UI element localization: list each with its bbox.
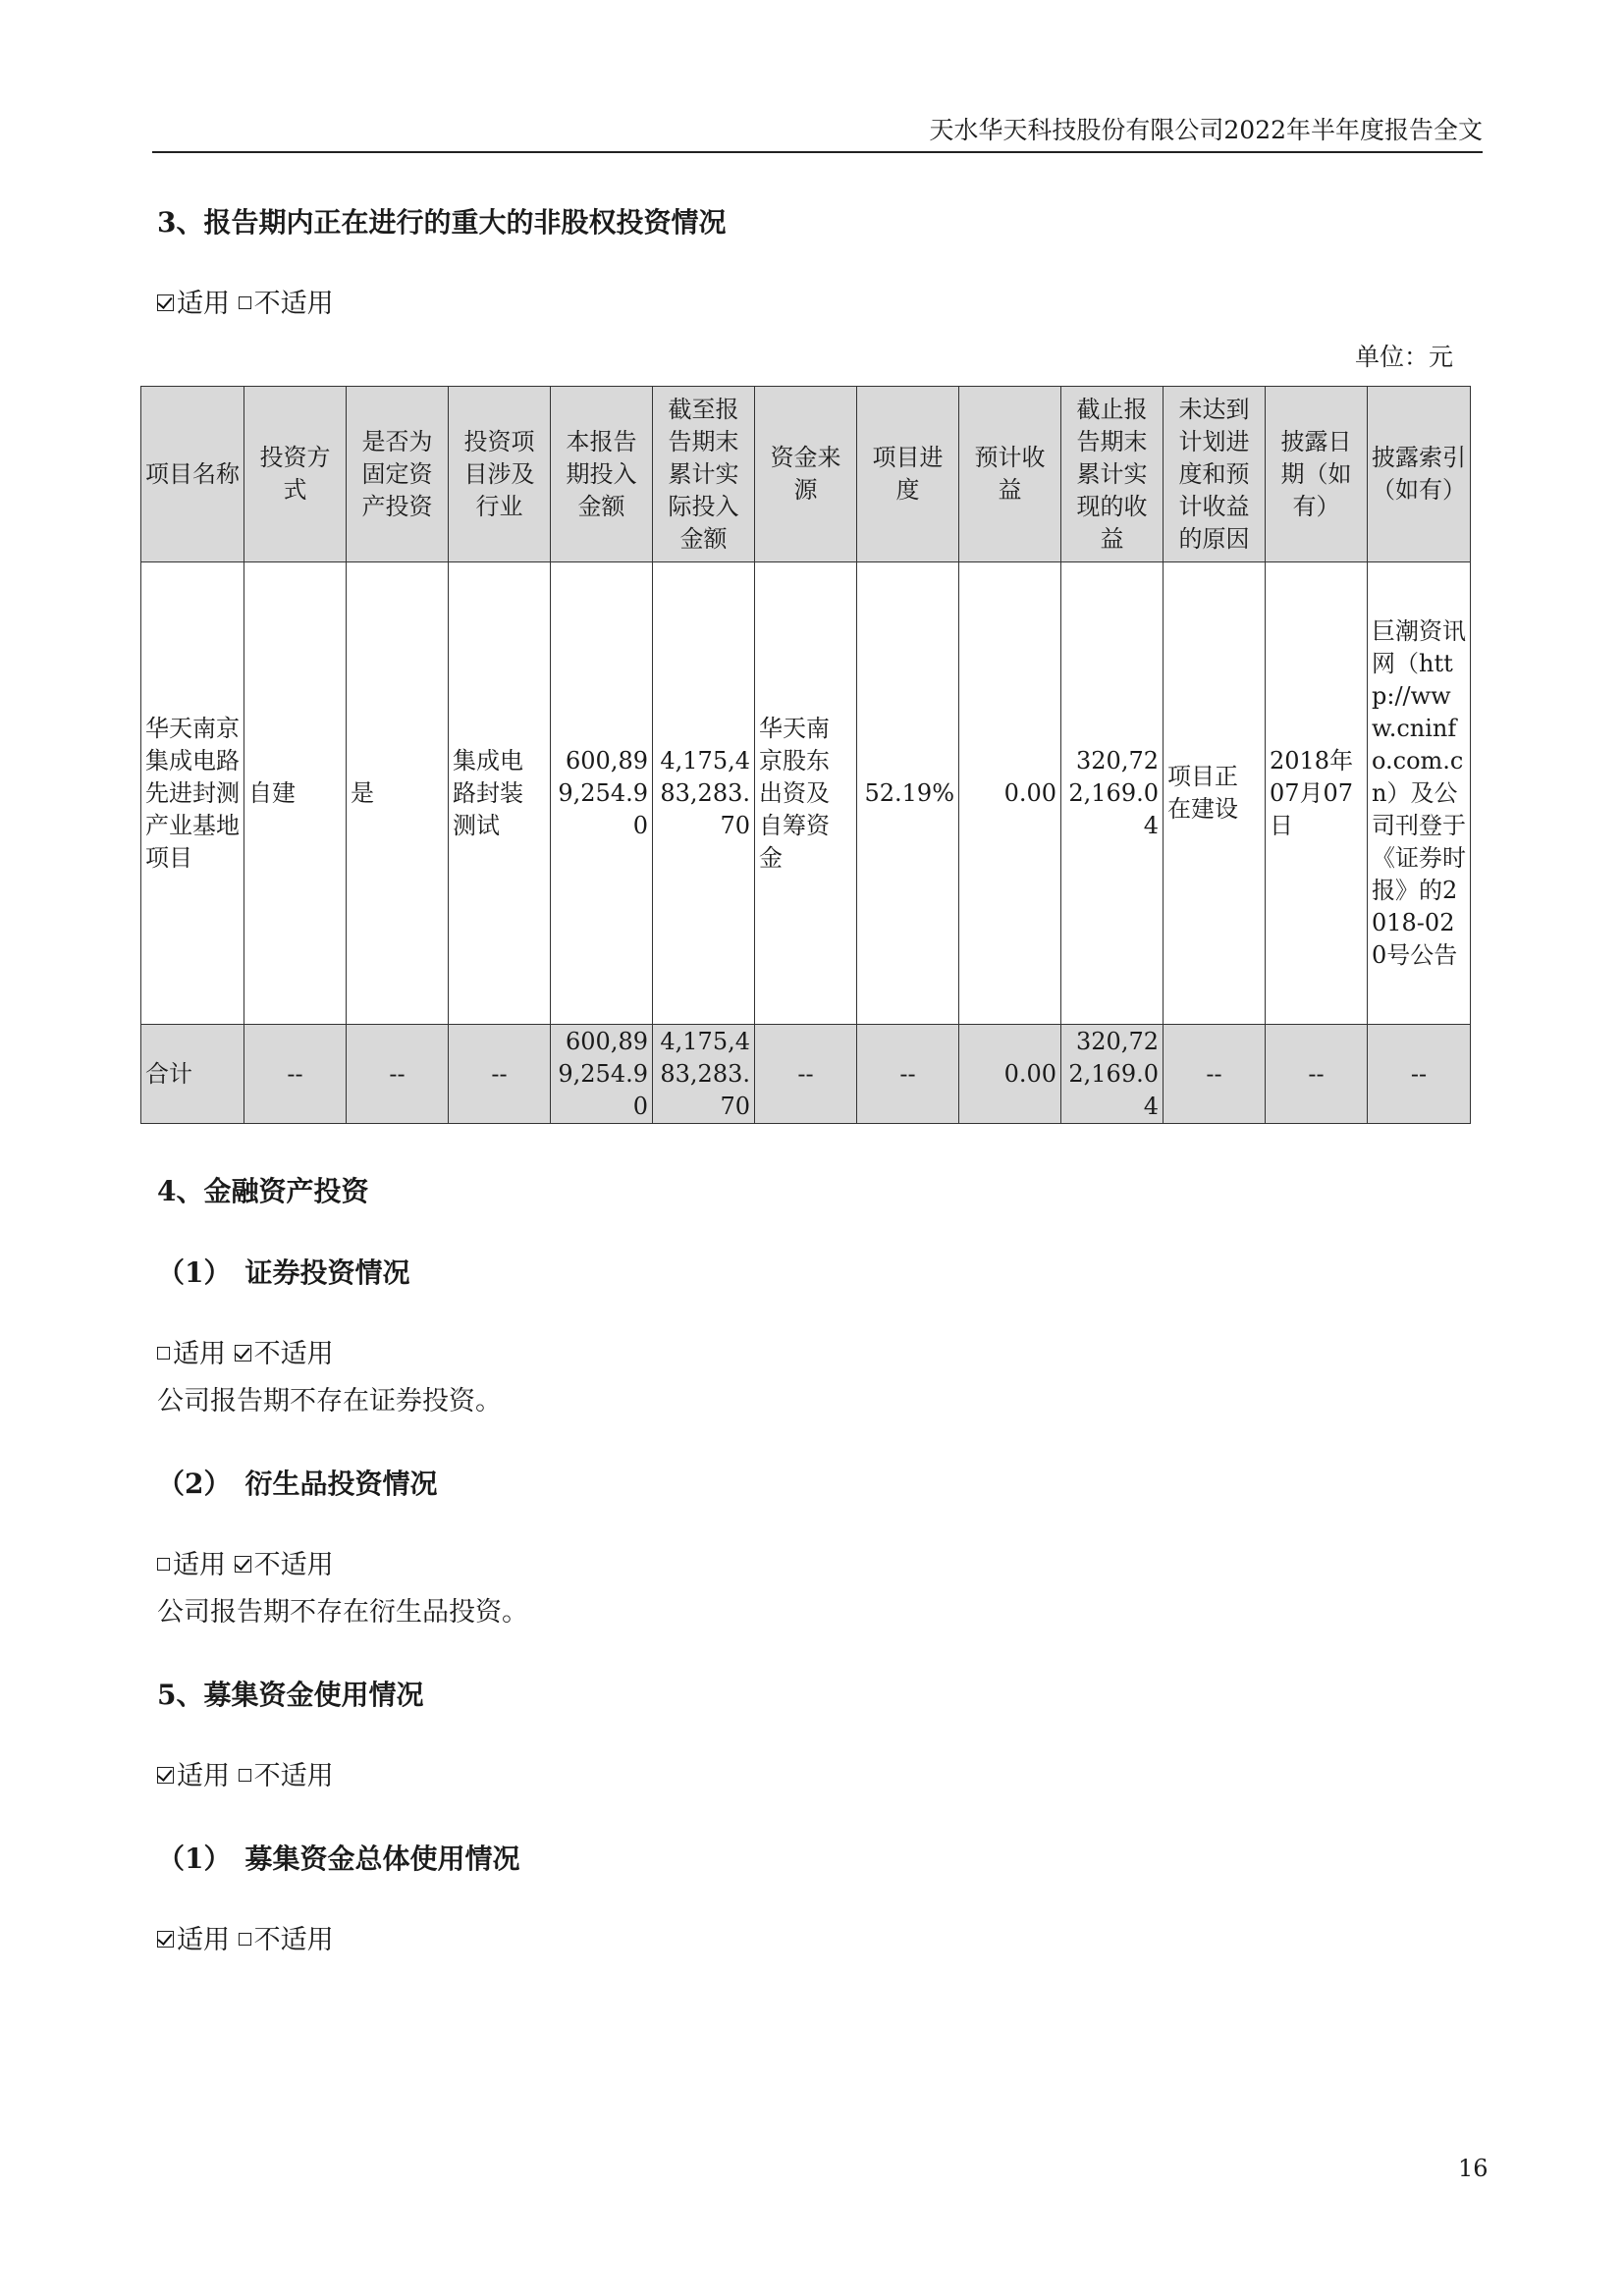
section-3-heading: 3、报告期内正在进行的重大的非股权投资情况 — [157, 206, 727, 239]
checked-box-icon — [235, 1345, 251, 1362]
table-cell: 0.00 — [959, 1025, 1061, 1124]
header-cell: 资金来源 — [755, 387, 857, 562]
table-cell: 华天南京集成电路先进封测产业基地项目 — [141, 562, 244, 1025]
section-3-applicability — [157, 282, 334, 320]
applicable-label: 适用 — [173, 1550, 226, 1580]
table-cell: 320,722,169.04 — [1061, 1025, 1164, 1124]
header-cell: 是否为固定资产投资 — [347, 387, 449, 562]
header-cell: 截止报告期末累计实现的收益 — [1061, 387, 1164, 562]
table-cell: 华天南京股东出资及自筹资金 — [755, 562, 857, 1025]
table-cell: -- — [755, 1025, 857, 1124]
table-cell: -- — [347, 1025, 449, 1124]
empty-box-icon — [239, 296, 251, 309]
table-cell: 4,175,483,283.70 — [653, 562, 755, 1025]
header-cell: 项目进度 — [857, 387, 959, 562]
section-4-1-applicability — [157, 1332, 334, 1370]
table-cell: -- — [1266, 1025, 1368, 1124]
header-cell: 预计收益 — [959, 387, 1061, 562]
header-cell: 未达到计划进度和预计收益的原因 — [1164, 387, 1266, 562]
header-cell: 截至报告期末累计实际投入金额 — [653, 387, 755, 562]
header-cell: 投资项目涉及行业 — [449, 387, 551, 562]
table-cell: 52.19% — [857, 562, 959, 1025]
table-header-row — [141, 387, 1471, 562]
table-cell: -- — [244, 1025, 347, 1124]
section-4-heading: 4、金融资产投资 — [157, 1175, 369, 1207]
header-cell: 披露日期（如有） — [1266, 387, 1368, 562]
section-4-2-applicability — [157, 1543, 334, 1581]
table-cell: 600,899,254.90 — [551, 1025, 653, 1124]
header-cell: 项目名称 — [141, 387, 244, 562]
table-cell: -- — [1368, 1025, 1471, 1124]
empty-box-icon — [157, 1558, 170, 1571]
table-cell: -- — [449, 1025, 551, 1124]
header-cell: 投资方式 — [244, 387, 347, 562]
not-applicable-label: 不适用 — [253, 1550, 334, 1580]
section-5-heading: 5、募集资金使用情况 — [157, 1679, 424, 1711]
table-cell: 巨潮资讯网（http://www.cninfo.com.cn）及公司刊登于《证券时报》的2018-020号公告 — [1368, 562, 1471, 1025]
section-4-2-text: 公司报告期不存在衍生品投资。 — [157, 1597, 528, 1628]
header-cell: 本报告期投入金额 — [551, 387, 653, 562]
checked-box-icon — [157, 1931, 174, 1948]
not-applicable-label: 不适用 — [253, 1925, 334, 1955]
applicable-label: 适用 — [173, 1339, 226, 1369]
applicable-label: 适用 — [177, 1761, 230, 1791]
table-cell: -- — [1164, 1025, 1266, 1124]
empty-box-icon — [239, 1933, 251, 1946]
empty-box-icon — [157, 1347, 170, 1360]
section-4-1-heading: （1） 证券投资情况 — [157, 1256, 410, 1289]
table-cell: 合计 — [141, 1025, 244, 1124]
table-cell: 是 — [347, 562, 449, 1025]
table-cell: 项目正在建设 — [1164, 562, 1266, 1025]
checked-box-icon — [157, 1767, 174, 1784]
table-cell: 4,175,483,283.70 — [653, 1025, 755, 1124]
section-5-1-applicability — [157, 1918, 334, 1956]
applicable-label: 适用 — [177, 289, 230, 319]
not-applicable-label: 不适用 — [253, 289, 334, 319]
section-5-1-heading: （1） 募集资金总体使用情况 — [157, 1842, 520, 1875]
table-cell: 2018年07月07日 — [1266, 562, 1368, 1025]
not-applicable-label: 不适用 — [253, 1761, 334, 1791]
table-cell: 集成电路封装测试 — [449, 562, 551, 1025]
page-header — [152, 110, 1483, 153]
table-cell: 320,722,169.04 — [1061, 562, 1164, 1025]
table-cell: -- — [857, 1025, 959, 1124]
investment-table — [140, 386, 1471, 1124]
table-cell: 600,899,254.90 — [551, 562, 653, 1025]
checked-box-icon — [235, 1556, 251, 1573]
applicable-label: 适用 — [177, 1925, 230, 1955]
unit-label: 单位：元 — [1355, 343, 1454, 371]
header-cell: 披露索引（如有） — [1368, 387, 1471, 562]
section-5-applicability — [157, 1754, 334, 1792]
checked-box-icon — [157, 294, 174, 311]
table-total-row — [141, 1025, 1471, 1124]
page-number: 16 — [1458, 2155, 1489, 2182]
table-cell: 0.00 — [959, 562, 1061, 1025]
section-4-1-text: 公司报告期不存在证券投资。 — [157, 1386, 502, 1416]
table-cell: 自建 — [244, 562, 347, 1025]
empty-box-icon — [239, 1769, 251, 1782]
table-row — [141, 562, 1471, 1025]
section-4-2-heading: （2） 衍生品投资情况 — [157, 1468, 438, 1500]
not-applicable-label: 不适用 — [253, 1339, 334, 1369]
report-title: 天水华天科技股份有限公司2022年半年度报告全文 — [929, 116, 1483, 144]
